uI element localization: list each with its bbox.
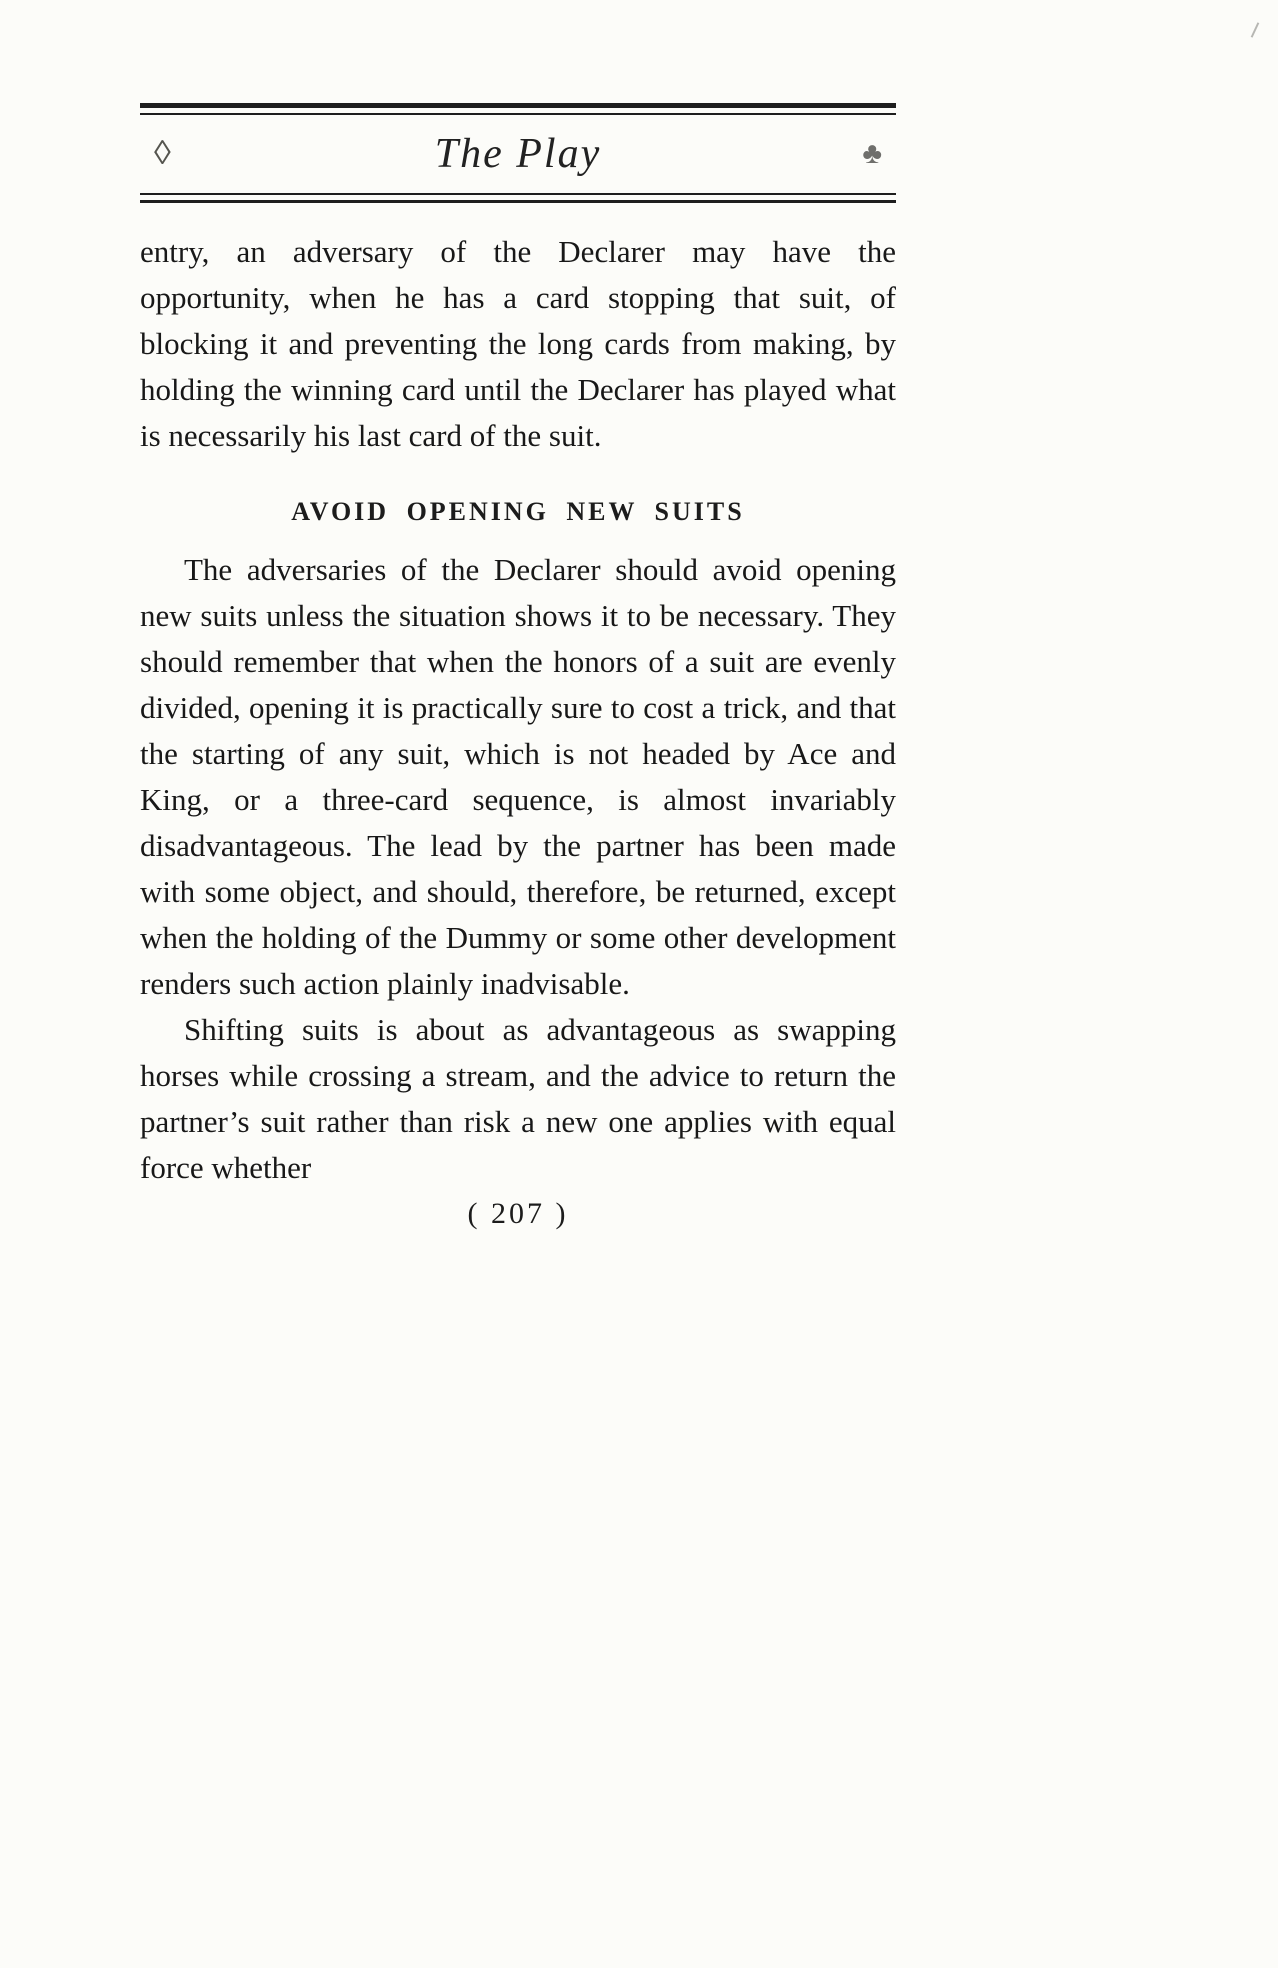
body-paragraph: Shifting suits is about as advantageous as swapping horses while crossing a stream, and the advice to return the partner’s suit rather than risk a new one applies with equal force whether: [140, 1012, 896, 1185]
header-row: [140, 115, 896, 193]
running-header: [140, 103, 896, 203]
diamond-icon: ◊: [154, 135, 171, 172]
body-paragraph: entry, an adversary of the Declarer may have the opportunity, when he has a card stopping that suit, of blocking it and preventing the long cards from making, by holding the winning card until the Declarer has played what is necessarily his last card of the suit.: [140, 234, 896, 453]
body-paragraph: The adversaries of the Declarer should avoid opening new suits unless the situation shows it to be necessary. They should remember that when the honors of a suit are evenly divided, opening it is practically sure to cost a trick, and that the starting of any suit, which is not headed by Ace and King, or a three-card sequence, is almost invariably disadvantageous. The lead by the partner has been made with some object, and should, therefore, be returned, except when the holding of the Dummy or some other development renders such action plainly inadvisable.: [140, 552, 896, 1001]
header-top-rule: [140, 103, 896, 115]
section-heading: AVOID OPENING NEW SUITS: [291, 497, 745, 526]
scan-artifact: [1251, 22, 1260, 37]
club-icon: ♣: [862, 137, 882, 170]
page-content: [140, 103, 896, 1231]
page-number: ( 207 ): [467, 1197, 569, 1230]
page-title: The Play: [434, 131, 602, 177]
header-bottom-rule: [140, 193, 896, 203]
